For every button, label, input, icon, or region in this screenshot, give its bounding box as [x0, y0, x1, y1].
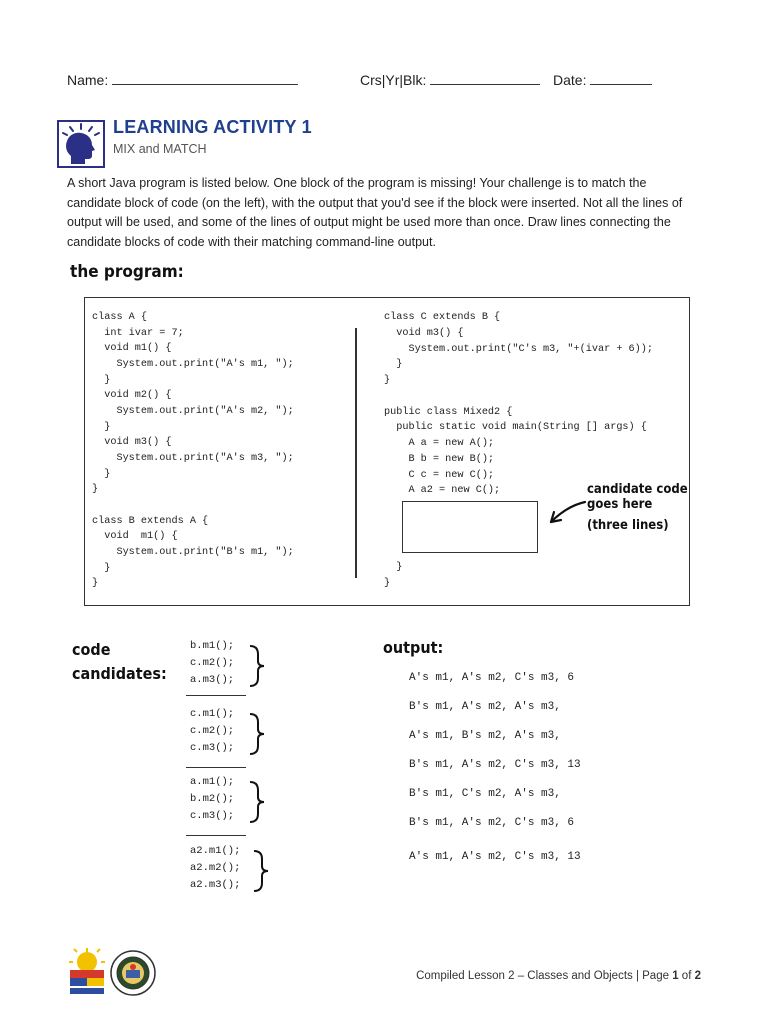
candidate-group-1: b.m1(); c.m2(); a.m3(); — [190, 640, 235, 686]
instructions: A short Java program is listed below. One block of the program is missing! Your challenge is to match the candidate block of code (on the left), with the output that you'd see if the block were inserted. Not all the lines of output will be used, and some of the lines of output might be used more than once. Draw lines connecting the candidate blocks of code with their matching command-line output. — [67, 176, 683, 249]
candidate-separator — [186, 695, 246, 696]
candidate-group-2: c.m1(); c.m2(); c.m3(); — [190, 708, 235, 754]
output-line: B's m1, A's m2, C's m3, 6 — [409, 817, 575, 829]
candidate-group-3: a.m1(); b.m2(); c.m3(); — [190, 776, 235, 822]
callout-arrow-icon — [545, 498, 587, 528]
activity-subtitle: MIX and MATCH — [113, 142, 207, 156]
output-heading: output: — [383, 638, 444, 657]
candidate-separator — [186, 835, 246, 836]
program-right-code-end: } } — [384, 562, 403, 589]
footer-total: 2 — [694, 970, 701, 982]
callout-line-2: goes here — [587, 497, 653, 512]
footer-page: 1 — [672, 970, 679, 982]
program-right-code: class C extends B { void m3() { System.out.print("C's m3, "+(ivar + 6)); } } public class Mixed2 { public static void main(String [] args) { A a = new A(); B b = new B(); C c = new C(); A a2 = new C(); — [384, 312, 653, 497]
deped-logo-icon — [66, 948, 108, 996]
callout-line-1: candidate code — [587, 482, 688, 497]
brace-icon — [246, 780, 266, 824]
brace-icon — [250, 849, 270, 893]
date-field — [553, 72, 652, 88]
output-line: B's m1, A's m2, A's m3, — [409, 701, 561, 713]
output-line: A's m1, B's m2, A's m3, — [409, 730, 561, 742]
course-field — [360, 72, 540, 88]
output-line: A's m1, A's m2, C's m3, 13 — [409, 851, 581, 863]
date-blank — [590, 72, 652, 85]
candidate-group-4: a2.m1(); a2.m2(); a2.m3(); — [190, 845, 241, 891]
school-seal-icon — [110, 950, 156, 996]
name-field — [67, 72, 298, 88]
date-label: Date: — [553, 72, 587, 88]
output-line: A's m1, A's m2, C's m3, 6 — [409, 672, 575, 684]
candidates-heading-line-1: code — [72, 640, 111, 659]
course-label: Crs|Yr|Blk: — [360, 72, 427, 88]
name-blank — [112, 72, 298, 85]
footer — [416, 970, 701, 982]
missing-code-box — [402, 501, 538, 553]
candidate-separator — [186, 767, 246, 768]
candidates-heading — [72, 638, 167, 686]
brace-icon — [246, 712, 266, 756]
name-label: Name: — [67, 72, 109, 88]
program-left-code: class A { int ivar = 7; void m1() { System.out.print("A's m1, "); } void m2() { System.out.print("A's m2, "); } void m3() { System.out.print("A's m3, "); } } class B extends A { void m1() { System.out.print("B's m1, "); } } — [92, 312, 294, 590]
candidates-heading-line-2: candidates: — [72, 664, 167, 683]
callout-line-3: (three lines) — [587, 518, 669, 533]
footer-label: Compiled Lesson 2 – Classes and Objects | Page — [416, 970, 673, 982]
output-line: B's m1, A's m2, C's m3, 13 — [409, 759, 581, 771]
brace-icon — [246, 644, 266, 688]
course-blank — [430, 72, 540, 85]
thinking-head-icon — [57, 120, 105, 168]
callout — [587, 482, 688, 533]
footer-of: of — [678, 970, 695, 982]
output-line: B's m1, C's m2, A's m3, — [409, 788, 561, 800]
program-heading: the program: — [70, 262, 184, 282]
activity-title: LEARNING ACTIVITY 1 — [113, 117, 312, 137]
code-divider — [355, 328, 357, 578]
